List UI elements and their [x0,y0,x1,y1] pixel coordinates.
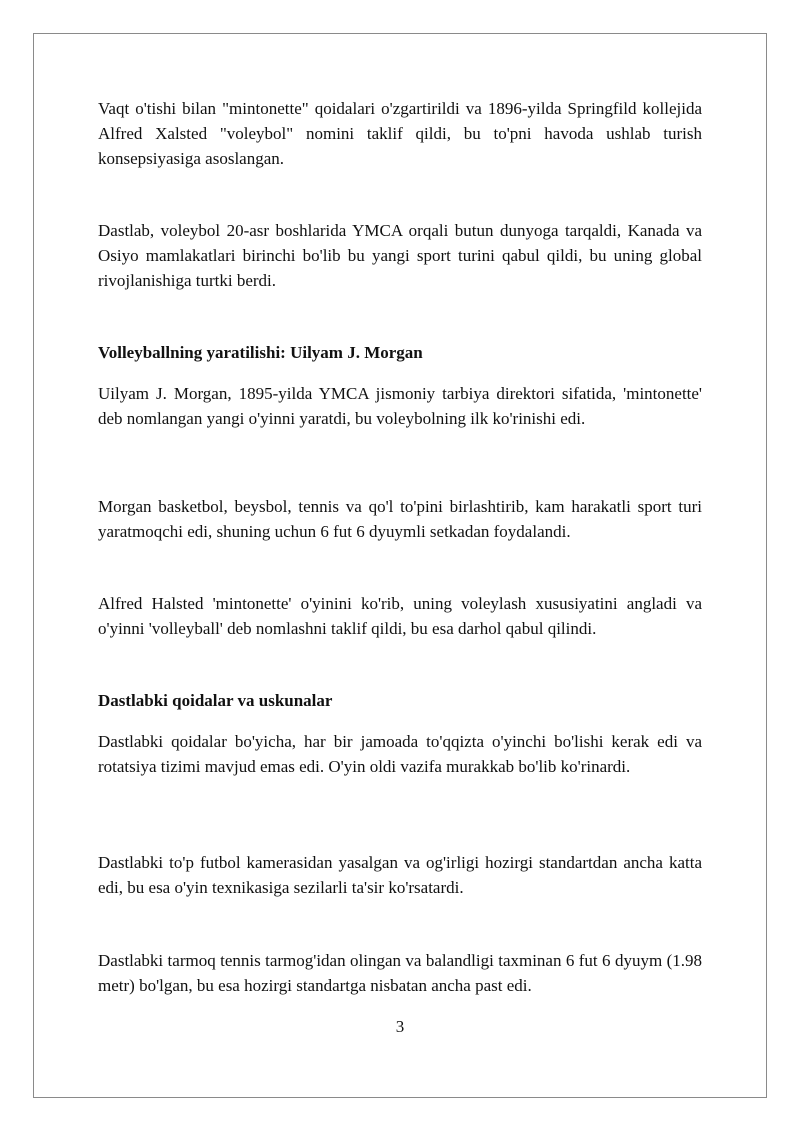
paragraph-intro-1: Vaqt o'tishi bilan "mintonette" qoidalari o'zgartirildi va 1896-yilda Springfild kollejida Alfred Xalsted "voleybol" nomini taklif qildi, bu to'pni havoda ushlab turish konsepsiyasiga asoslangan. [98,99,702,168]
paragraph-morgan-1: Uilyam J. Morgan, 1895-yilda YMCA jismoniy tarbiya direktori sifatida, 'mintonette' deb nomlangan yangi o'yinni yaratdi, bu voleybolning ilk ko'rinishi edi. [98,384,702,428]
section-heading-rules: Dastlabki qoidalar va uskunalar [98,691,333,710]
page-number: 3 [395,1017,405,1036]
paragraph-rules-3: Dastlabki tarmoq tennis tarmog'idan olingan va balandligi taxminan 6 fut 6 dyuym (1.98 metr) bo'lgan, bu esa hozirgi standartga nisbatan ancha past edi. [98,951,702,995]
paragraph-intro-2: Dastlab, voleybol 20-asr boshlarida YMCA orqali butun dunyoga tarqaldi, Kanada va Osiyo mamlakatlari birinchi bo'lib bu yangi sport turini qabul qildi, bu uning global rivojlanishiga turtki berdi. [98,221,702,290]
paragraph-morgan-2: Morgan basketbol, beysbol, tennis va qo'l to'pini birlashtirib, kam harakatli sport turi yaratmoqchi edi, shuning uchun 6 fut 6 dyuymli setkadan foydalandi. [98,497,702,541]
paragraph-rules-1: Dastlabki qoidalar bo'yicha, har bir jamoada to'qqizta o'yinchi bo'lishi kerak edi va rotatsiya tizimi mavjud emas edi. O'yin oldi vazifa murakkab bo'lib ko'rinardi. [98,732,702,776]
paragraph-morgan-3: Alfred Halsted 'mintonette' o'yinini ko'rib, uning voleylash xususiyatini angladi va o'yinni 'volleyball' deb nomlashni taklif qildi, bu esa darhol qabul qilindi. [98,594,702,638]
paragraph-rules-2: Dastlabki to'p futbol kamerasidan yasalgan va og'irligi hozirgi standartdan ancha katta edi, bu esa o'yin texnikasiga sezilarli ta'sir ko'rsatardi. [98,853,702,897]
page-border [33,33,767,1098]
section-heading-morgan: Volleyballning yaratilishi: Uilyam J. Morgan [98,343,423,362]
